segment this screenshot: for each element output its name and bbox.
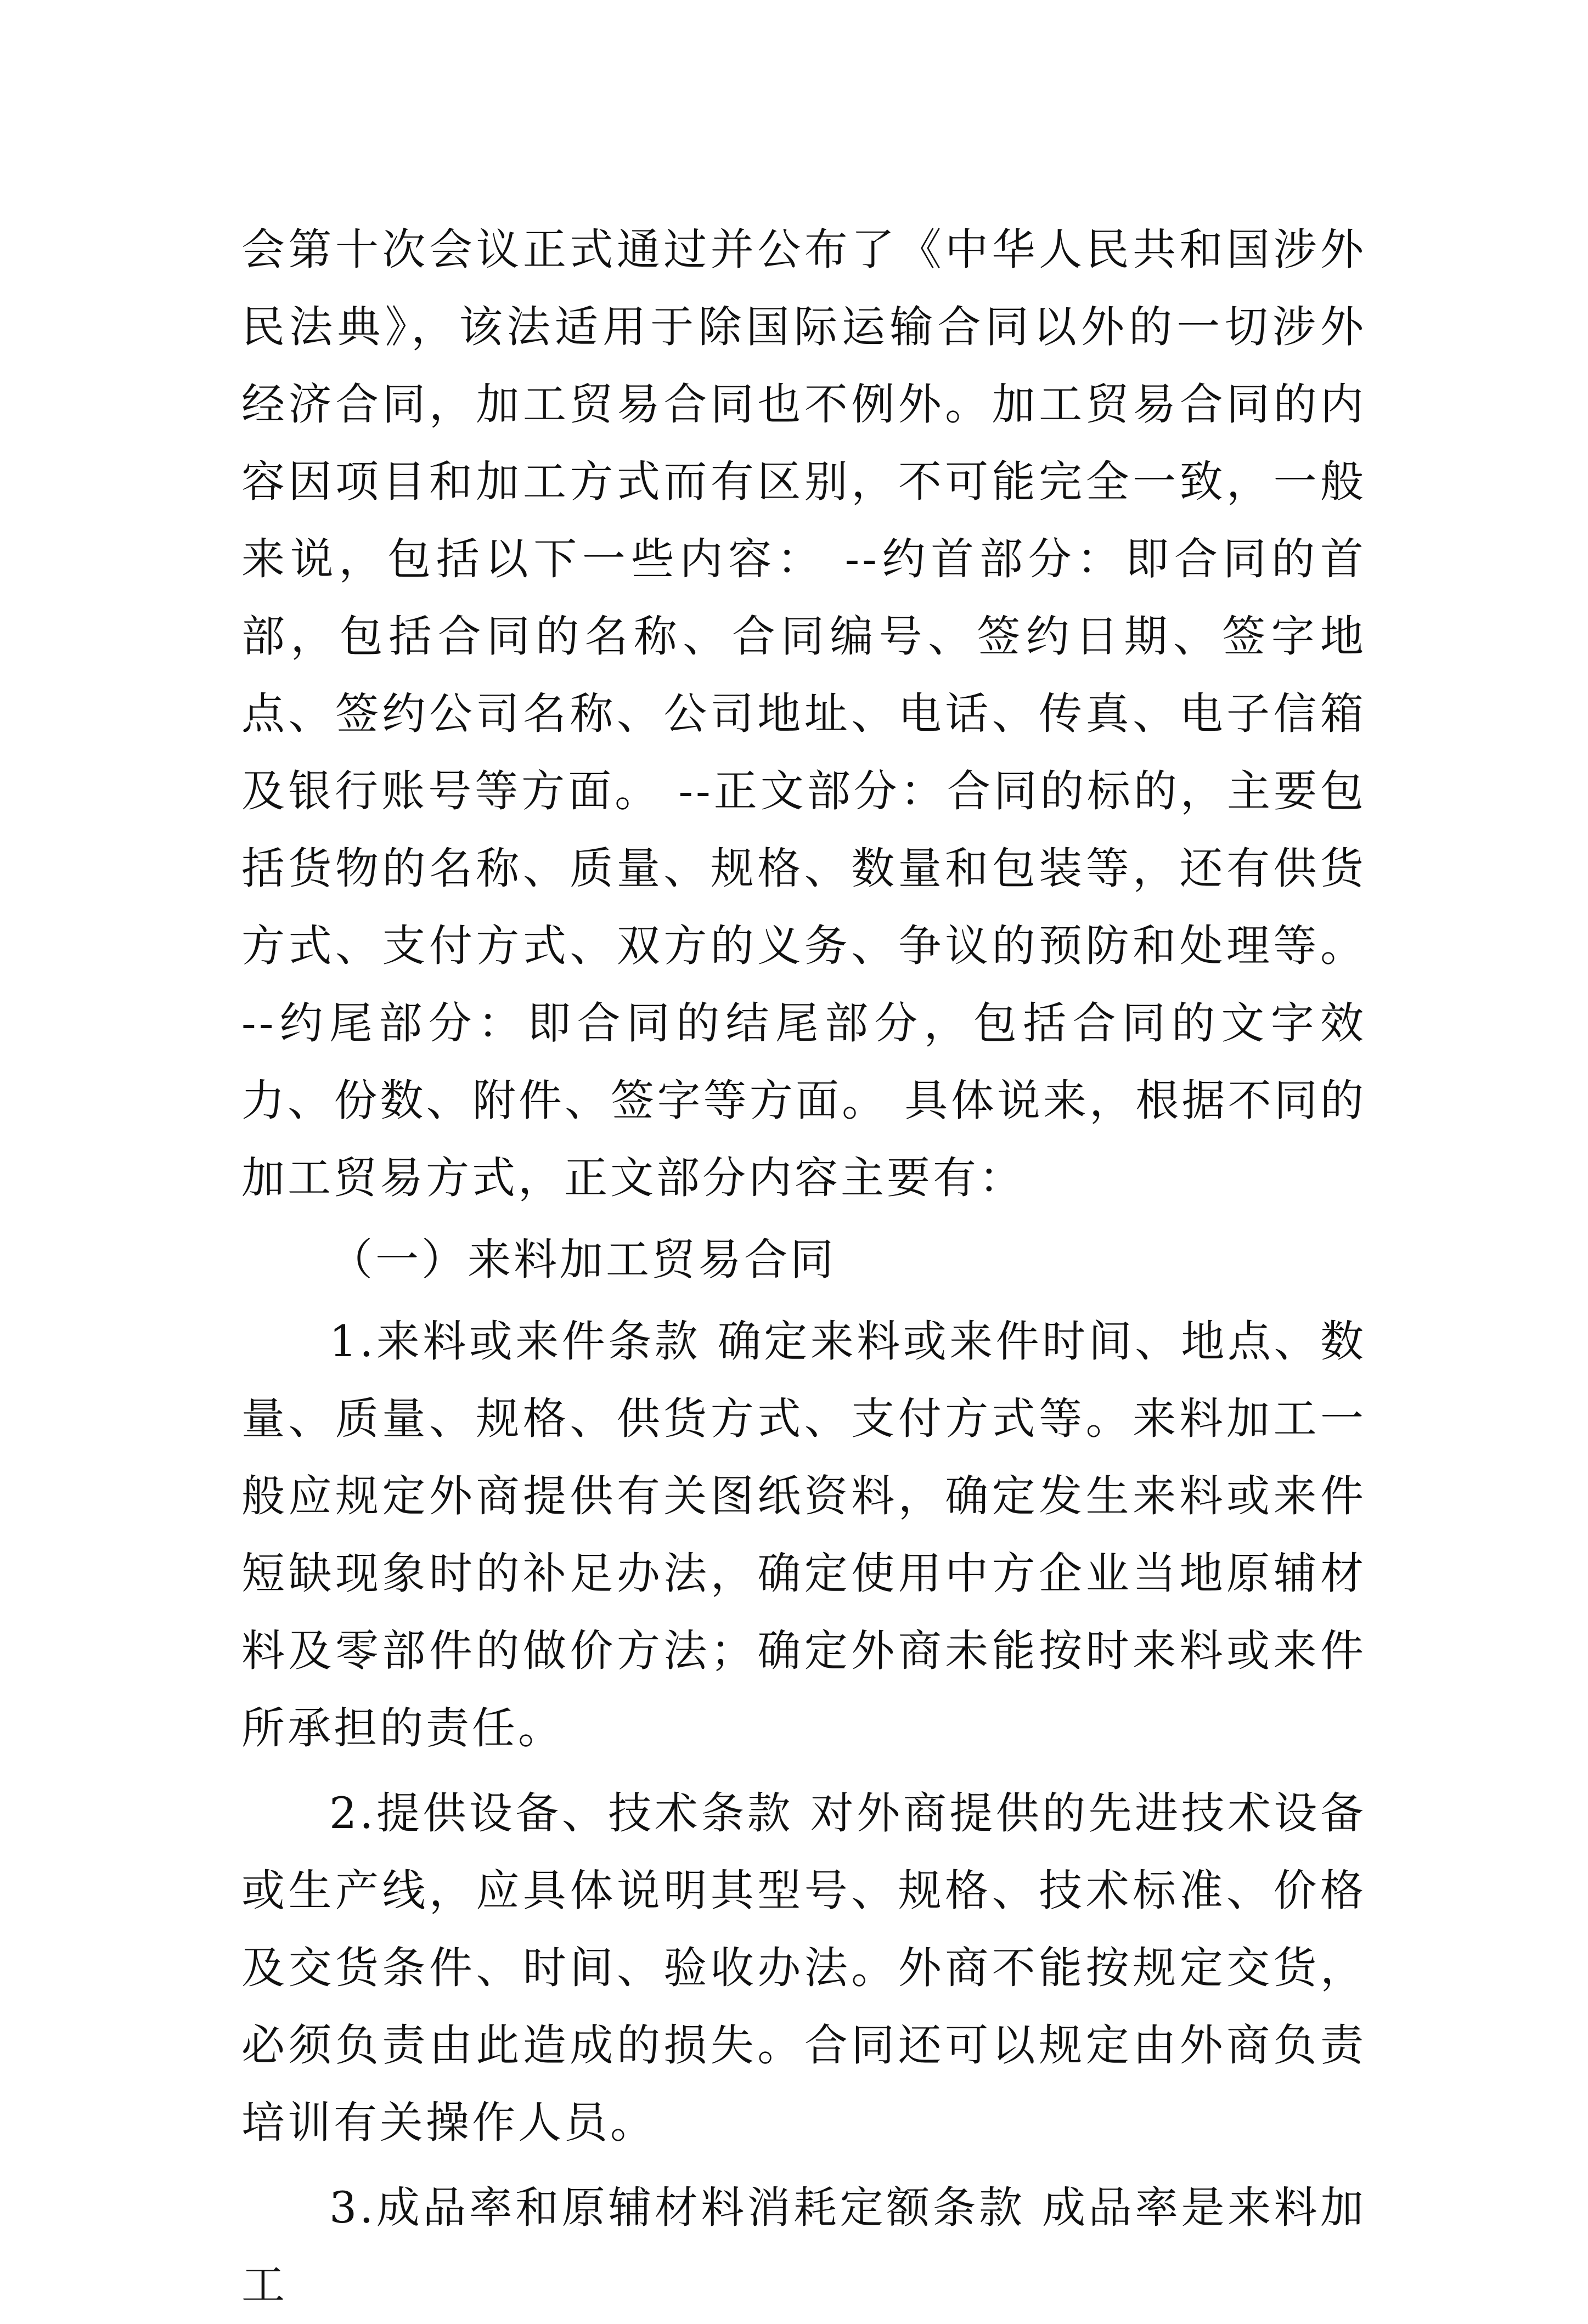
document-body (241, 211, 1366, 2324)
body-paragraph: 会第十次会议正式通过并公布了《中华人民共和国涉外民法典》，该法适用于除国际运输合同以外的一切涉外经济合同，加工贸易合同也不例外。加工贸易合同的内容因项目和加工方式而有区别，不可能完全一致，一般来说，包括以下一些内容： --约首部分：即合同的首部，包括合同的名称、合同编号、签约日期、签字地点、签约公司名称、公司地址、电话、传真、电子信箱及银行账号等方面。 --正文部分：合同的标的，主要包括货物的名称、质量、规格、数量和包装等，还有供货方式、支付方式、双方的义务、争议的预防和处理等。 --约尾部分：即合同的结尾部分，包括合同的文字效力、份数、附件、签字等方面。 具体说来，根据不同的加工贸易方式，正文部分内容主要有： (241, 224, 1366, 1203)
section-heading: （一）来料加工贸易合同 (329, 1234, 836, 1285)
clause-paragraph-3: 3.成品率和原辅材料消耗定额条款 成品率是来料加工 (241, 2182, 1366, 2310)
clause-paragraph-2: 2.提供设备、技术条款 对外商提供的先进技术设备或生产线，应具体说明其型号、规格、技术标准、价格及交货条件、时间、验收办法。外商不能按规定交货，必须负责由此造成的损失。合同还可以规定由外商负责培训有关操作人员。 (241, 1788, 1366, 2148)
clause-paragraph-1: 1.来料或来件条款 确定来料或来件时间、地点、数量、质量、规格、供货方式、支付方式等。来料加工一般应规定外商提供有关图纸资料，确定发生来料或来件短缺现象时的补足办法，确定使用中方企业当地原辅材料及零部件的做价方法；确定外商未能按时来料或来件所承担的责任。 (241, 1316, 1366, 1753)
